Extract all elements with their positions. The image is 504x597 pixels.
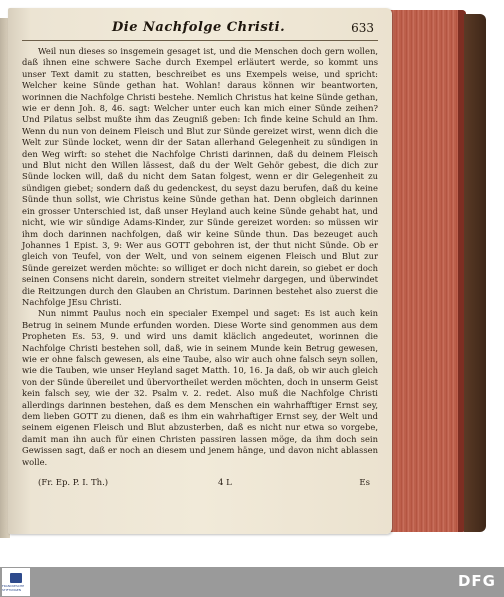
running-title: Die Nachfolge Christi. (112, 20, 286, 35)
dfg-logo: DFG (457, 572, 496, 590)
book-cover-edge (464, 14, 486, 532)
page-footer (22, 478, 378, 492)
page-number: 633 (351, 21, 374, 35)
book-fore-edge (390, 10, 466, 532)
catchword: Es (359, 478, 370, 488)
paragraph: Nun nimmt Paulus noch ein specialer Exempel und saget: Es ist auch kein Betrug in seinem Munde erfunden worden. Diese Worte sind genommen aus dem Propheten Es. 53, 9. und wird uns damit kläclich angedeutet, worinnen die Nachfolge Christi bestehen soll, daß, wie in seinem Munde kein Betrug gewesen, wie er ohne falsch gewesen, als eine Taube, also wir auch ohne falsch seyn sollen, wie die Tauben, wie unser Heyland saget Matth. 10, 16. Ja daß, ob wir auch gleich von der Sünde übereilet und übervortheilet werden möchten, doch in unserm Geist kein falsch sey, wie der 32. Psalm v. 2. redet. Also muß die Nachfolge Christi allerdings darinnen bestehen, daß es dem Menschen ein wahrhafftiger Ernst sey, dem lieben GOTT zu dienen, daß es ihm ein wahrhaftiger Ernst sey, der Welt und seinem eigenen Fleisch und Blut abzusterben, daß es nicht nur etwa so vorgebe, damit man ihn auch für einen Christen passiren lassen möge, da ihm doch sein Gewissen sagt, daß er noch an diesem und jenem hänge, und davon nicht ablassen wolle. (22, 308, 378, 467)
running-head (22, 20, 378, 41)
institution-logo-text: FRANCKESCHE STIFTUNGEN (2, 583, 25, 592)
body-text (22, 46, 378, 468)
gathering-mark: 4 L (218, 478, 232, 488)
viewer-footer-bar (0, 567, 504, 597)
institution-logo (2, 568, 30, 596)
institution-logo-icon (10, 573, 22, 583)
signature-note: (Fr. Ep. P. I. Th.) (38, 478, 109, 488)
paragraph: Weil nun dieses so insgemein gesaget ist, und die Menschen doch gern wollen, daß ihnen eine schwere Sache durch Exempel erläutert werde, so kommt uns unser Text damit zu statten, beschreibet es uns Exempels weise, und spricht: Welcher keine Sünde gethan hat. Wohlan! daraus können wir beantworten, worinnen die Nachfolge Christi bestehe. Nemlich Christus hat keine Sünde gethan, wie er denn Joh. 8, 46. sagt: Welcher unter euch kan mich einer Sünde zeihen? Und Pilatus selbst mußte ihm das Zeugniß geben: Ich finde keine Schuld an Ihm. Wenn du nun von deinem Fleisch und Blut zur Sünde gereizet wirst, wenn dich die Welt zur Sünde locket, wenn dir der Satan allerhand Gelegenheit zu sündigen in den Weg wirft: so stehet die Nachfolge Christi darinnen, daß du deinem Fleisch und Blut nicht den Willen lässest, daß du der Welt Gehör gebest, die dich zur Sünde locken will, daß du nicht dem Satan folgest, wenn er dir Gelegenheit zu sündigen giebet; sondern daß du gedenckest, du seyst dazu berufen, daß du keine Sünde thun sollst, wie Christus keine Sünde gethan hat. Denn obgleich darinnen ein grosser Unterschied ist, daß unser Heyland auch keine Sünde gehabt hat, und nicht, wie wir sündige Adams-Kinder, zur Sünde gereizet worden: so müssen wir ihm doch darinnen nachfolgen, daß wir keine Sünde thun. Das bezeuget auch Johannes 1 Epist. 3, 9: Wer aus GOTT gebohren ist, der thut nicht Sünde. Ob er gleich von Teufel, von der Welt, und von seinem eigenen Fleisch und Blut zur Sünde gereizet werden möchte: so williget er doch nicht darein, so giebet er doch seinen Consens nicht darein, sondern streitet vielmehr dargegen, und überwindet die Reitzungen durch den Glauben an Christum. Darinnen bestehet also zuerst die Nachfolge JEsu Christi. (22, 46, 378, 307)
